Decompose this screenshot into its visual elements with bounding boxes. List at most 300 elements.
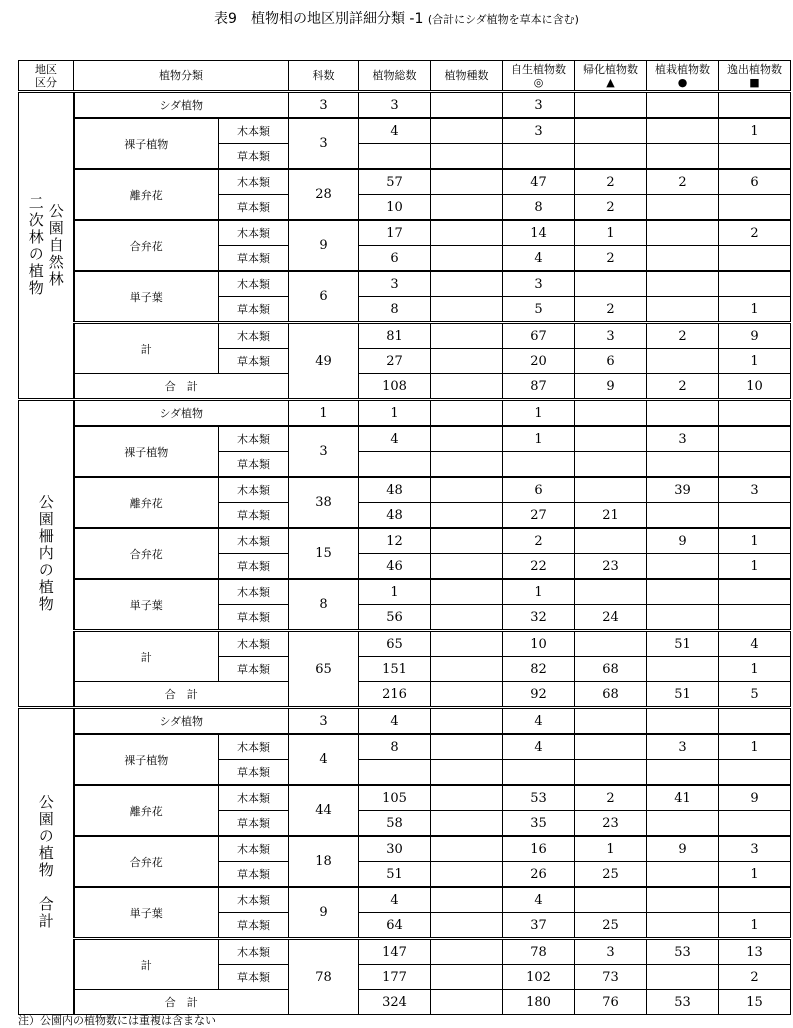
subtype-label-herb: 草本類 — [219, 246, 289, 272]
table-row — [19, 118, 791, 144]
cell-total: 64 — [359, 913, 431, 939]
cell-naturalized: 68 — [575, 657, 647, 682]
header-families: 科数 — [289, 61, 359, 92]
cell-native: 4 — [503, 734, 575, 760]
cell-total: 4 — [359, 708, 431, 735]
cell-escaped — [719, 426, 791, 452]
region-label-text — [19, 494, 73, 613]
cell-planted — [647, 708, 719, 735]
table-title — [0, 8, 793, 28]
table-row — [19, 220, 791, 246]
subtype-label-woody: 木本類 — [219, 220, 289, 246]
cell-naturalized: 23 — [575, 811, 647, 837]
cell-naturalized: 9 — [575, 374, 647, 400]
cell-naturalized — [575, 887, 647, 913]
cell-planted: 39 — [647, 477, 719, 503]
taxon-label-grand-total: 合 計 — [74, 374, 289, 400]
cell-native: 6 — [503, 477, 575, 503]
cell-total: 108 — [359, 374, 431, 400]
subtype-label-woody: 木本類 — [219, 734, 289, 760]
cell-species — [431, 323, 503, 349]
cell-escaped — [719, 195, 791, 221]
cell-total: 324 — [359, 990, 431, 1015]
table-row — [19, 323, 791, 349]
cell-native: 82 — [503, 657, 575, 682]
cell-native: 32 — [503, 605, 575, 631]
taxon-label-subtotal: 計 — [74, 323, 219, 374]
header-native: 自生植物数 ◎ — [503, 61, 575, 92]
cell-planted — [647, 913, 719, 939]
region-label — [19, 92, 74, 400]
cell-native: 27 — [503, 503, 575, 529]
cell-escaped — [719, 271, 791, 297]
cell-planted — [647, 271, 719, 297]
cell-native: 87 — [503, 374, 575, 400]
cell-naturalized — [575, 528, 647, 554]
cell-total: 8 — [359, 297, 431, 323]
taxon-label-sympetal: 合弁花 — [74, 836, 219, 887]
cell-species — [431, 631, 503, 657]
cell-planted: 53 — [647, 990, 719, 1015]
cell-naturalized — [575, 144, 647, 170]
cell-escaped — [719, 246, 791, 272]
table-row-grand-total — [19, 682, 791, 708]
table-title-subtitle: (合計にシダ植物を草本に含む) — [427, 13, 579, 26]
cell-total: 48 — [359, 503, 431, 529]
cell-species — [431, 426, 503, 452]
subtype-label-herb: 草本類 — [219, 605, 289, 631]
header-planted: 植栽植物数 ● — [647, 61, 719, 92]
cell-escaped: 1 — [719, 862, 791, 888]
cell-planted: 2 — [647, 169, 719, 195]
cell-families: 18 — [289, 836, 359, 887]
cell-families: 3 — [289, 92, 359, 119]
taxon-label-monocot: 単子葉 — [74, 887, 219, 939]
cell-native: 180 — [503, 990, 575, 1015]
cell-species — [431, 169, 503, 195]
cell-species — [431, 862, 503, 888]
table-row-grand-total — [19, 374, 791, 400]
cell-planted: 2 — [647, 323, 719, 349]
cell-escaped: 4 — [719, 631, 791, 657]
cell-total — [359, 144, 431, 170]
cell-naturalized: 3 — [575, 939, 647, 965]
cell-species — [431, 682, 503, 708]
table-row — [19, 631, 791, 657]
cell-naturalized: 2 — [575, 246, 647, 272]
cell-planted — [647, 297, 719, 323]
header-naturalized: 帰化植物数 ▲ — [575, 61, 647, 92]
cell-planted — [647, 195, 719, 221]
cell-native: 92 — [503, 682, 575, 708]
cell-escaped — [719, 452, 791, 478]
cell-species — [431, 144, 503, 170]
table-row — [19, 579, 791, 605]
region-label-main: 二次林の植物 — [26, 194, 45, 297]
cell-naturalized — [575, 631, 647, 657]
cell-planted: 2 — [647, 374, 719, 400]
cell-native: 102 — [503, 965, 575, 990]
cell-native: 78 — [503, 939, 575, 965]
cell-planted: 51 — [647, 682, 719, 708]
cell-species — [431, 965, 503, 990]
table-row — [19, 528, 791, 554]
taxon-label-subtotal: 計 — [74, 939, 219, 990]
cell-naturalized: 2 — [575, 785, 647, 811]
cell-native: 35 — [503, 811, 575, 837]
cell-escaped: 13 — [719, 939, 791, 965]
header-row — [19, 61, 791, 92]
cell-planted: 3 — [647, 426, 719, 452]
cell-naturalized: 21 — [575, 503, 647, 529]
cell-families: 49 — [289, 323, 359, 400]
cell-escaped — [719, 400, 791, 427]
cell-total: 216 — [359, 682, 431, 708]
subtype-label-herb: 草本類 — [219, 349, 289, 374]
cell-total: 51 — [359, 862, 431, 888]
cell-total: 4 — [359, 887, 431, 913]
cell-species — [431, 811, 503, 837]
cell-species — [431, 657, 503, 682]
cell-families: 8 — [289, 579, 359, 631]
cell-native: 1 — [503, 400, 575, 427]
table-row-grand-total — [19, 990, 791, 1015]
subtype-label-herb: 草本類 — [219, 811, 289, 837]
footnote: 注）公園内の植物数には重複は含まない — [18, 1014, 216, 1027]
region-label-sub: 公園自然林 — [46, 203, 65, 288]
cell-total: 48 — [359, 477, 431, 503]
cell-planted — [647, 887, 719, 913]
cell-naturalized — [575, 118, 647, 144]
cell-native: 53 — [503, 785, 575, 811]
cell-planted — [647, 605, 719, 631]
cell-families: 38 — [289, 477, 359, 528]
cell-naturalized: 2 — [575, 195, 647, 221]
region-label-text — [19, 195, 73, 297]
cell-families: 6 — [289, 271, 359, 323]
cell-native: 47 — [503, 169, 575, 195]
cell-total: 151 — [359, 657, 431, 682]
subtype-label-woody: 木本類 — [219, 631, 289, 657]
cell-species — [431, 246, 503, 272]
cell-planted — [647, 92, 719, 119]
cell-escaped — [719, 503, 791, 529]
cell-species — [431, 528, 503, 554]
taxon-label-fern: シダ植物 — [74, 400, 289, 427]
table-row — [19, 785, 791, 811]
cell-native: 8 — [503, 195, 575, 221]
cell-species — [431, 271, 503, 297]
header-species: 植物種数 — [431, 61, 503, 92]
cell-native: 67 — [503, 323, 575, 349]
cell-planted — [647, 400, 719, 427]
cell-total: 3 — [359, 271, 431, 297]
cell-species — [431, 785, 503, 811]
cell-total: 81 — [359, 323, 431, 349]
cell-planted — [647, 452, 719, 478]
region-label-main: 公園柵内の植物 — [36, 494, 55, 613]
cell-total: 30 — [359, 836, 431, 862]
cell-escaped: 1 — [719, 528, 791, 554]
cell-naturalized: 1 — [575, 220, 647, 246]
cell-species — [431, 349, 503, 374]
cell-species — [431, 503, 503, 529]
cell-naturalized — [575, 708, 647, 735]
cell-total: 17 — [359, 220, 431, 246]
cell-total: 10 — [359, 195, 431, 221]
taxon-label-polypetal: 離弁花 — [74, 785, 219, 836]
cell-total — [359, 452, 431, 478]
cell-native — [503, 452, 575, 478]
subtype-label-woody: 木本類 — [219, 887, 289, 913]
cell-escaped: 3 — [719, 477, 791, 503]
subtype-label-woody: 木本類 — [219, 785, 289, 811]
cell-total: 147 — [359, 939, 431, 965]
table-row — [19, 169, 791, 195]
subtype-label-herb: 草本類 — [219, 554, 289, 580]
subtype-label-woody: 木本類 — [219, 528, 289, 554]
taxon-label-grand-total: 合 計 — [74, 990, 289, 1015]
cell-total: 58 — [359, 811, 431, 837]
subtype-label-herb: 草本類 — [219, 297, 289, 323]
region-label-text — [19, 794, 73, 930]
cell-native: 37 — [503, 913, 575, 939]
table-row — [19, 400, 791, 427]
cell-total: 1 — [359, 579, 431, 605]
subtype-label-woody: 木本類 — [219, 271, 289, 297]
cell-planted: 3 — [647, 734, 719, 760]
cell-naturalized — [575, 452, 647, 478]
cell-species — [431, 708, 503, 735]
cell-planted — [647, 220, 719, 246]
cell-total: 6 — [359, 246, 431, 272]
cell-naturalized: 68 — [575, 682, 647, 708]
cell-escaped — [719, 708, 791, 735]
table-title-main: 表9 植物相の地区別詳細分類 -1 — [214, 11, 424, 27]
cell-total: 46 — [359, 554, 431, 580]
cell-planted — [647, 144, 719, 170]
cell-species — [431, 939, 503, 965]
cell-naturalized: 2 — [575, 297, 647, 323]
subtype-label-woody: 木本類 — [219, 118, 289, 144]
cell-native: 1 — [503, 426, 575, 452]
cell-species — [431, 579, 503, 605]
cell-escaped — [719, 92, 791, 119]
cell-planted — [647, 579, 719, 605]
subtype-label-herb: 草本類 — [219, 913, 289, 939]
header-region: 地区 区分 — [19, 61, 74, 92]
region-label — [19, 708, 74, 1015]
cell-native: 4 — [503, 246, 575, 272]
cell-native: 10 — [503, 631, 575, 657]
cell-naturalized — [575, 400, 647, 427]
cell-native — [503, 760, 575, 786]
cell-naturalized: 2 — [575, 169, 647, 195]
subtype-label-woody: 木本類 — [219, 579, 289, 605]
cell-species — [431, 990, 503, 1015]
cell-families: 9 — [289, 887, 359, 939]
cell-planted — [647, 965, 719, 990]
cell-planted: 9 — [647, 836, 719, 862]
cell-species — [431, 913, 503, 939]
taxon-label-gymno: 裸子植物 — [74, 734, 219, 785]
cell-escaped: 15 — [719, 990, 791, 1015]
cell-native — [503, 144, 575, 170]
header-escaped: 逸出植物数 ■ — [719, 61, 791, 92]
cell-species — [431, 605, 503, 631]
cell-native: 3 — [503, 118, 575, 144]
subtype-label-herb: 草本類 — [219, 760, 289, 786]
subtype-label-herb: 草本類 — [219, 503, 289, 529]
cell-families: 65 — [289, 631, 359, 708]
header-taxon: 植物分類 — [74, 61, 289, 92]
subtype-label-woody: 木本類 — [219, 169, 289, 195]
plant-classification-table — [18, 60, 791, 1015]
cell-total: 4 — [359, 426, 431, 452]
cell-escaped: 9 — [719, 323, 791, 349]
cell-total: 4 — [359, 118, 431, 144]
table-row — [19, 92, 791, 119]
cell-families: 15 — [289, 528, 359, 579]
taxon-label-grand-total: 合 計 — [74, 682, 289, 708]
cell-native: 5 — [503, 297, 575, 323]
taxon-label-monocot: 単子葉 — [74, 271, 219, 323]
subtype-label-herb: 草本類 — [219, 965, 289, 990]
cell-species — [431, 836, 503, 862]
cell-species — [431, 400, 503, 427]
cell-families: 3 — [289, 118, 359, 169]
cell-naturalized: 6 — [575, 349, 647, 374]
cell-families: 9 — [289, 220, 359, 271]
cell-naturalized: 1 — [575, 836, 647, 862]
cell-native: 20 — [503, 349, 575, 374]
cell-total: 3 — [359, 92, 431, 119]
taxon-label-monocot: 単子葉 — [74, 579, 219, 631]
cell-naturalized: 3 — [575, 323, 647, 349]
cell-families: 3 — [289, 708, 359, 735]
cell-escaped: 2 — [719, 220, 791, 246]
cell-escaped — [719, 811, 791, 837]
cell-families: 3 — [289, 426, 359, 477]
cell-escaped: 1 — [719, 554, 791, 580]
cell-total: 27 — [359, 349, 431, 374]
table-row — [19, 271, 791, 297]
region-label — [19, 400, 74, 708]
region-label-main: 公園の植物 合計 — [36, 793, 55, 930]
cell-native: 4 — [503, 708, 575, 735]
subtype-label-woody: 木本類 — [219, 477, 289, 503]
cell-native: 1 — [503, 579, 575, 605]
cell-planted — [647, 503, 719, 529]
cell-families: 78 — [289, 939, 359, 1015]
cell-native: 3 — [503, 271, 575, 297]
taxon-label-gymno: 裸子植物 — [74, 118, 219, 169]
subtype-label-woody: 木本類 — [219, 836, 289, 862]
cell-total: 177 — [359, 965, 431, 990]
cell-native: 4 — [503, 887, 575, 913]
cell-naturalized — [575, 477, 647, 503]
cell-planted — [647, 657, 719, 682]
subtype-label-woody: 木本類 — [219, 939, 289, 965]
cell-native: 3 — [503, 92, 575, 119]
cell-escaped — [719, 144, 791, 170]
cell-planted — [647, 118, 719, 144]
cell-planted: 41 — [647, 785, 719, 811]
subtype-label-herb: 草本類 — [219, 862, 289, 888]
cell-species — [431, 195, 503, 221]
subtype-label-woody: 木本類 — [219, 323, 289, 349]
cell-families: 1 — [289, 400, 359, 427]
subtype-label-herb: 草本類 — [219, 452, 289, 478]
cell-naturalized — [575, 426, 647, 452]
subtype-label-herb: 草本類 — [219, 144, 289, 170]
cell-planted — [647, 554, 719, 580]
cell-planted — [647, 246, 719, 272]
cell-species — [431, 297, 503, 323]
cell-families: 4 — [289, 734, 359, 785]
table-row — [19, 477, 791, 503]
cell-escaped: 2 — [719, 965, 791, 990]
cell-naturalized: 73 — [575, 965, 647, 990]
cell-escaped: 6 — [719, 169, 791, 195]
cell-planted — [647, 760, 719, 786]
cell-total: 65 — [359, 631, 431, 657]
cell-escaped: 1 — [719, 349, 791, 374]
cell-planted — [647, 862, 719, 888]
taxon-label-polypetal: 離弁花 — [74, 477, 219, 528]
cell-species — [431, 374, 503, 400]
cell-naturalized: 76 — [575, 990, 647, 1015]
taxon-label-fern: シダ植物 — [74, 708, 289, 735]
cell-naturalized: 24 — [575, 605, 647, 631]
table-row — [19, 939, 791, 965]
cell-escaped: 10 — [719, 374, 791, 400]
table-row — [19, 708, 791, 735]
cell-total: 105 — [359, 785, 431, 811]
cell-native: 14 — [503, 220, 575, 246]
cell-escaped — [719, 605, 791, 631]
cell-escaped — [719, 579, 791, 605]
cell-species — [431, 220, 503, 246]
subtype-label-woody: 木本類 — [219, 426, 289, 452]
taxon-label-sympetal: 合弁花 — [74, 220, 219, 271]
cell-total: 56 — [359, 605, 431, 631]
cell-escaped: 1 — [719, 118, 791, 144]
cell-escaped: 5 — [719, 682, 791, 708]
cell-native: 2 — [503, 528, 575, 554]
table-row — [19, 734, 791, 760]
cell-escaped: 9 — [719, 785, 791, 811]
cell-total — [359, 760, 431, 786]
cell-species — [431, 734, 503, 760]
taxon-label-fern: シダ植物 — [74, 92, 289, 119]
cell-planted — [647, 811, 719, 837]
taxon-label-polypetal: 離弁花 — [74, 169, 219, 220]
table-row — [19, 836, 791, 862]
taxon-label-subtotal: 計 — [74, 631, 219, 682]
cell-naturalized: 25 — [575, 913, 647, 939]
cell-escaped — [719, 760, 791, 786]
cell-native: 26 — [503, 862, 575, 888]
cell-planted — [647, 349, 719, 374]
cell-naturalized — [575, 579, 647, 605]
cell-species — [431, 477, 503, 503]
cell-native: 16 — [503, 836, 575, 862]
table-row — [19, 426, 791, 452]
taxon-label-sympetal: 合弁花 — [74, 528, 219, 579]
cell-total: 8 — [359, 734, 431, 760]
cell-escaped: 3 — [719, 836, 791, 862]
